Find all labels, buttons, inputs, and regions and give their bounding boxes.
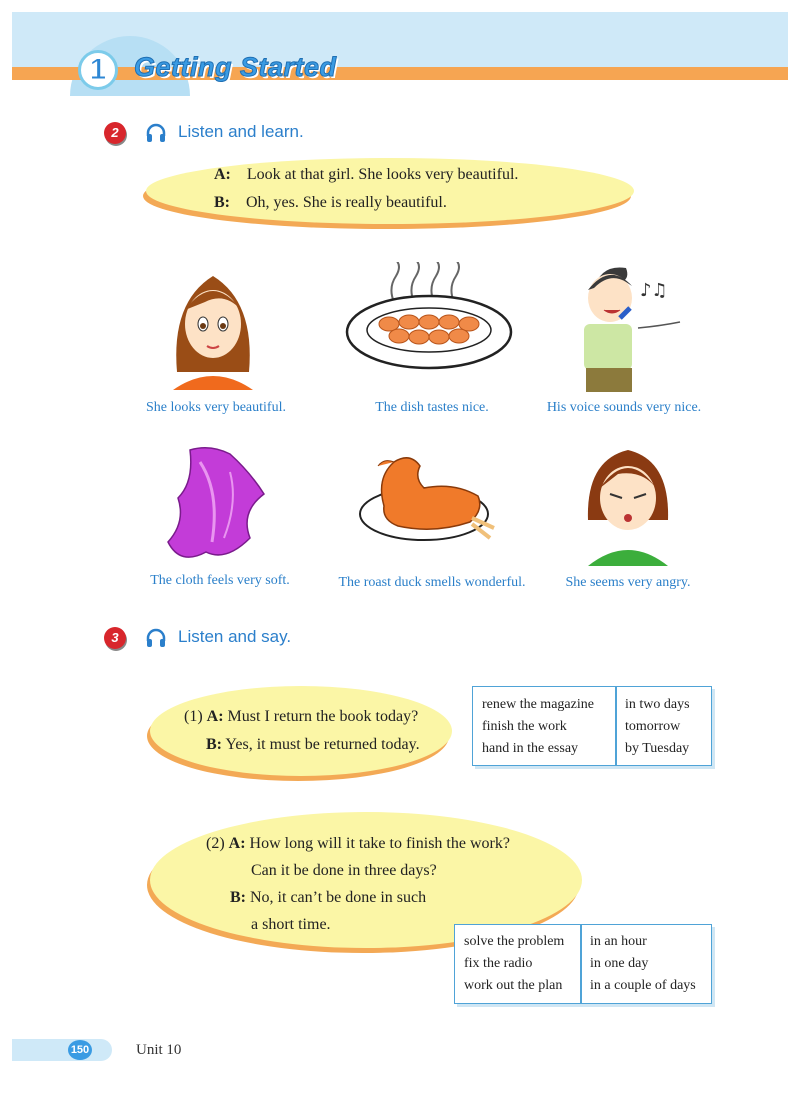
- page-title: Getting Started: [134, 52, 337, 82]
- cloth-illustration: [160, 442, 270, 567]
- dialog3-b-text1: No, it can’t be done in such: [250, 889, 427, 906]
- dialog2-line-a: [184, 708, 418, 726]
- table-cell: renew the magazine: [482, 697, 594, 712]
- table-cell: finish the work: [482, 719, 567, 734]
- table2-column-2: [590, 931, 696, 1003]
- dialog1-line-b: [214, 194, 447, 212]
- table-cell: work out the plan: [464, 978, 563, 993]
- section-label-listen-say: Listen and say.: [178, 627, 292, 646]
- section-number-3: 3: [104, 627, 126, 649]
- speaker-a: A:: [214, 166, 231, 183]
- table1-column-1: [482, 694, 594, 765]
- speaker-a: A:: [206, 708, 224, 725]
- caption: The roast duck smells wonderful.: [338, 575, 526, 590]
- dialog1-line-a: [214, 166, 518, 184]
- dish-illustration: [344, 262, 514, 382]
- table2-column-1: [464, 931, 564, 1003]
- headphones-icon[interactable]: [145, 122, 167, 144]
- dialog2-line-b: [206, 736, 420, 754]
- dialog1-a-text: Look at that girl. She looks very beautiful.: [246, 166, 519, 183]
- dialog2-a-text: Must I return the book today?: [227, 708, 419, 725]
- table-cell: hand in the essay: [482, 741, 579, 756]
- dialog3-line-b1: [230, 889, 426, 907]
- table-cell: tomorrow: [625, 719, 681, 734]
- table-cell: solve the problem: [464, 934, 565, 949]
- singer-illustration: [570, 260, 690, 392]
- caption: She looks very beautiful.: [146, 400, 286, 415]
- speaker-a: A:: [228, 835, 246, 852]
- table-cell: in a couple of days: [590, 978, 696, 993]
- table1-column-2: [625, 694, 690, 765]
- table-cell: in two days: [625, 697, 690, 712]
- header-stripe: [12, 67, 788, 80]
- table-cell: by Tuesday: [625, 741, 690, 756]
- caption: She seems very angry.: [565, 575, 691, 590]
- substitution-table-2: [454, 924, 712, 1004]
- header-number: 1: [89, 53, 107, 86]
- section-number-2: 2: [104, 122, 126, 144]
- dialog1-b-text: Oh, yes. She is really beautiful.: [246, 194, 447, 211]
- roast-duck-illustration: [354, 448, 504, 548]
- table-cell: in one day: [590, 956, 649, 971]
- headphones-icon[interactable]: [145, 627, 167, 649]
- svg-text:♪♫: ♪♫: [640, 280, 668, 301]
- speaker-b: B:: [206, 736, 222, 753]
- dialog3-b-text2: a short time.: [251, 916, 331, 933]
- speech-bubble-2: [150, 686, 452, 776]
- caption: The cloth feels very soft.: [150, 573, 290, 588]
- dialog3-a-text2: Can it be done in three days?: [251, 862, 437, 879]
- page-number: 150: [68, 1040, 92, 1060]
- angry-girl-illustration: [582, 440, 674, 566]
- dialog2-b-text: Yes, it must be returned today.: [225, 736, 420, 753]
- table-cell: in an hour: [590, 934, 647, 949]
- unit-label: Unit 10: [136, 1042, 182, 1058]
- dialog3-line-a1: [206, 835, 510, 853]
- girl-illustration: [165, 262, 261, 390]
- speaker-b: B:: [230, 889, 246, 906]
- dialog3-a-text1: How long will it take to finish the work?: [249, 835, 510, 852]
- caption: The dish tastes nice.: [375, 400, 489, 415]
- substitution-table-1: [472, 686, 712, 766]
- footer-band: [12, 1039, 112, 1061]
- table-cell: fix the radio: [464, 956, 533, 971]
- caption: His voice sounds very nice.: [546, 400, 702, 415]
- dialog2-number: (1): [184, 708, 203, 725]
- section-label-listen-learn: Listen and learn.: [178, 122, 304, 141]
- dialog3-number: (2): [206, 835, 225, 852]
- speaker-b: B:: [214, 194, 230, 211]
